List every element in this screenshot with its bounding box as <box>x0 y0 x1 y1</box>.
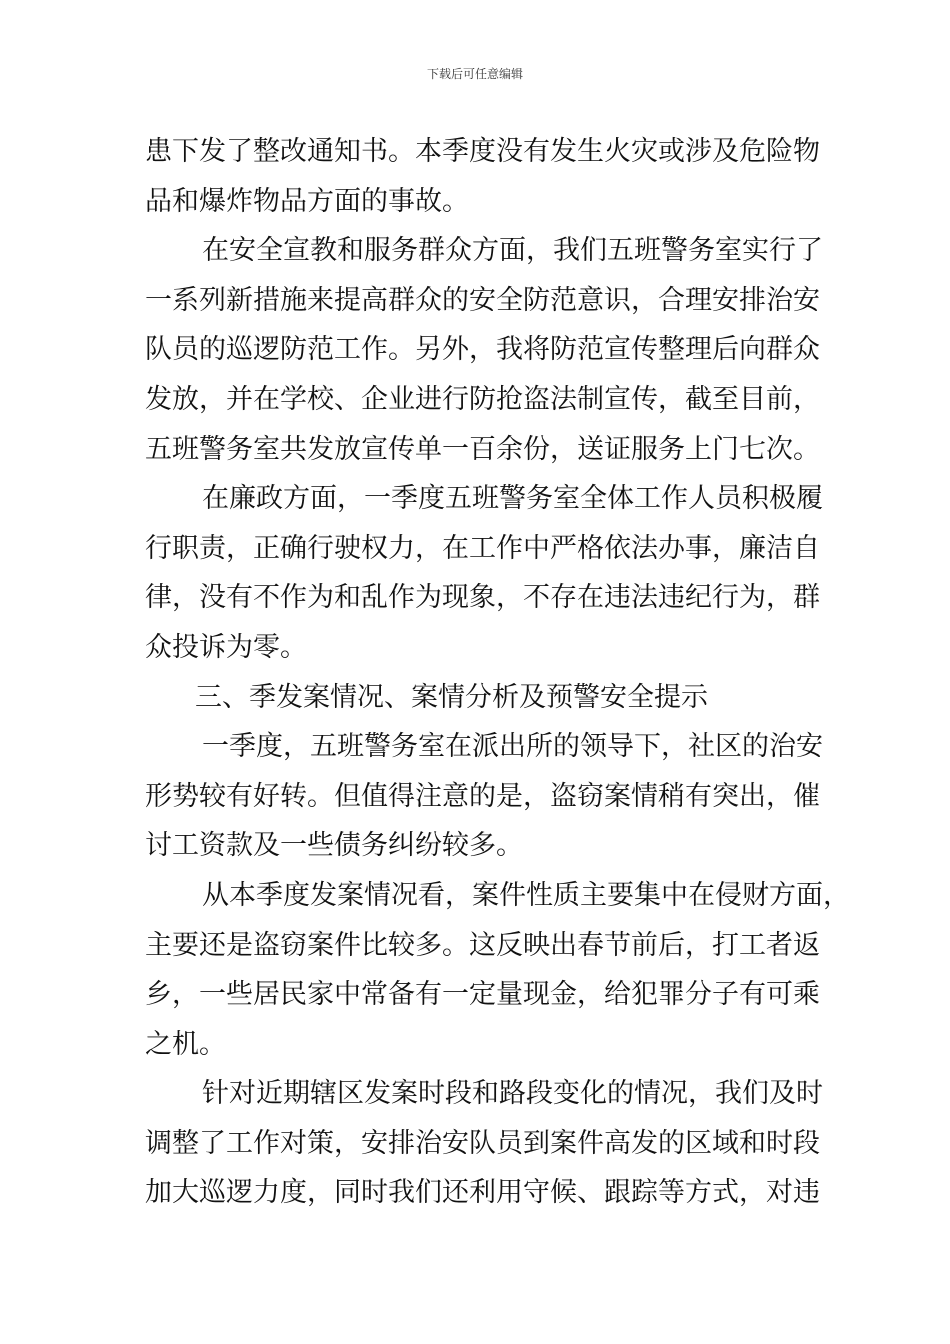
text-line: 律，没有不作为和乱作为现象，不存在违法违纪行为，群 <box>145 582 820 614</box>
text-line: 加大巡逻力度，同时我们还利用守候、跟踪等方式，对违 <box>145 1177 820 1209</box>
text-line: 众投诉为零。 <box>145 631 307 663</box>
text-line: 讨工资款及一些债务纠纷较多。 <box>145 830 523 862</box>
text-line: 乡，一些居民家中常备有一定量现金，给犯罪分子有可乘 <box>145 979 820 1011</box>
text-line: 之机。 <box>145 1028 226 1060</box>
text-line: 一系列新措施来提高群众的安全防范意识，合理安排治安 <box>145 284 820 316</box>
paragraph-start-line: 针对近期辖区发案时段和路段变化的情况，我们及时 <box>202 1078 823 1110</box>
text-line: 形势较有好转。但值得注意的是，盗窃案情稍有突出，催 <box>145 780 820 812</box>
paragraph-start-line: 在安全宣教和服务群众方面，我们五班警务室实行了 <box>202 235 823 267</box>
section-heading: 三、季发案情况、案情分析及预警安全提示 <box>195 681 708 713</box>
text-line: 发放，并在学校、企业进行防抢盗法制宣传，截至目前， <box>145 383 820 415</box>
page-header: 下载后可任意编辑 <box>426 67 523 81</box>
paragraph-start-line: 从本季度发案情况看，案件性质主要集中在侵财方面， <box>202 879 850 911</box>
document-body <box>145 127 850 1218</box>
paragraph-start-line: 一季度，五班警务室在派出所的领导下，社区的治安 <box>202 731 823 763</box>
paragraph-start-line: 在廉政方面，一季度五班警务室全体工作人员积极履 <box>202 483 823 515</box>
text-line: 队员的巡逻防范工作。另外，我将防范宣传整理后向群众 <box>145 334 820 366</box>
text-line: 品和爆炸物品方面的事故。 <box>145 185 469 217</box>
text-line: 行职责，正确行驶权力，在工作中严格依法办事，廉洁自 <box>145 532 820 564</box>
text-line: 主要还是盗窃案件比较多。这反映出春节前后，打工者返 <box>145 929 820 961</box>
text-line: 调整了工作对策，安排治安队员到案件高发的区域和时段 <box>145 1127 820 1159</box>
text-line: 五班警务室共发放宣传单一百余份，送证服务上门七次。 <box>145 433 820 465</box>
text-line: 患下发了整改通知书。本季度没有发生火灾或涉及危险物 <box>145 136 820 167</box>
